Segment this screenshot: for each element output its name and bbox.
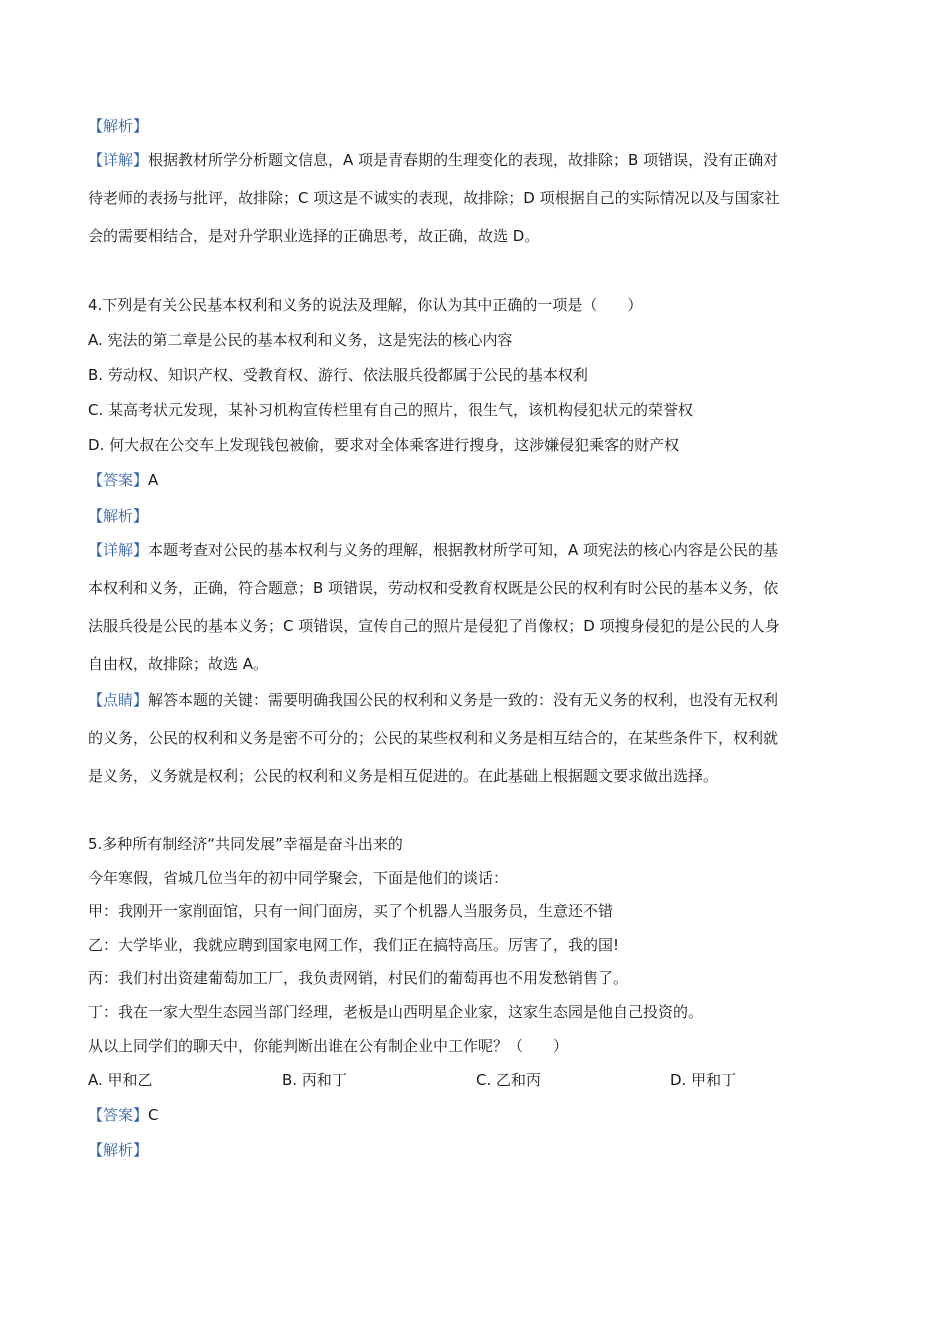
q4-stem: 4.下列是有关公民基本权利和义务的说法及理解，你认为其中正确的一项是（ ） [88,296,643,314]
q4-comment-tag: 【点睛】 [88,691,149,709]
q4-answer [88,470,868,490]
q5-option-d: D. 甲和丁 [670,1071,737,1089]
q4-analysis-tag: 【解析】 [88,507,149,525]
q4-option-a: A. 宪法的第二章是公民的基本权利和义务，这是宪法的核心内容 [88,331,513,349]
q3-detail-tag: 【详解】 [88,151,149,169]
q5-dialogue-bing: 丙：我们村出资建葡萄加工厂，我负责网销，村民们的葡萄再也不用发愁销售了。 [88,969,629,987]
q4-comment-line-1: 【点睛】解答本题的关键：需要明确我国公民的权利和义务是一致的：没有无义务的权利，也没有无权利 [88,691,779,709]
q4-detail-line-2: 本权利和义务，正确，符合题意；B 项错误，劳动权和受教育权既是公民的权利有时公民的基本义务，依 [88,579,779,597]
q4-detail-tag: 【详解】 [88,541,149,559]
q3-detail-line-1: 【详解】根据教材所学分析题文信息，A 项是青春期的生理变化的表现，故排除；B 项错误，没有正确对 [88,151,779,169]
q5-question: 从以上同学们的聊天中，你能判断出谁在公有制企业中工作呢？（ ） [88,1037,569,1055]
q5-dialogue-yi: 乙：大学毕业，我就应聘到国家电网工作，我们正在搞特高压。厉害了，我的国! [88,936,620,954]
q4-detail-line-1: 【详解】本题考查对公民的基本权利与义务的理解，根据教材所学可知，A 项宪法的核心内容是公民的基 [88,541,779,559]
q5-option-c: C. 乙和丙 [476,1071,542,1089]
q5-answer [88,1105,868,1125]
q3-detail-line-2: 待老师的表扬与批评，故排除；C 项这是不诚实的表现，故排除；D 项根据自己的实际情况以及与国家社 [88,189,780,207]
q4-option-c: C. 某高考状元发现，某补习机构宣传栏里有自己的照片，很生气，该机构侵犯状元的荣誉权 [88,401,694,419]
q3-analysis-tag: 【解析】 [88,117,149,135]
q5-stem: 5.多种所有制经济“共同发展”幸福是奋斗出来的 [88,835,403,853]
q5-option-b: B. 丙和丁 [282,1071,347,1089]
q4-answer-tag: 【答案】 [88,471,149,489]
q5-option-a: A. 甲和乙 [88,1071,153,1089]
q4-detail-line-3: 法服兵役是公民的基本义务；C 项错误，宣传自己的照片是侵犯了肖像权；D 项搜身侵犯的是公民的人身 [88,617,780,635]
q5-answer-tag: 【答案】 [88,1106,149,1124]
q3-detail-line-3: 会的需要相结合，是对升学职业选择的正确思考，故正确，故选 D。 [88,227,540,245]
q5-intro: 今年寒假，省城几位当年的初中同学聚会，下面是他们的谈话： [88,869,509,887]
q5-answer-value: C [148,1106,159,1124]
q4-option-d: D. 何大叔在公交车上发现钱包被偷，要求对全体乘客进行搜身，这涉嫌侵犯乘客的财产权 [88,436,680,454]
q4-option-b: B. 劳动权、知识产权、受教育权、游行、依法服兵役都属于公民的基本权利 [88,366,588,384]
q4-detail-line-4: 自由权，故排除；故选 A。 [88,655,269,673]
q4-answer-value: A [148,471,159,489]
q5-analysis-tag: 【解析】 [88,1141,149,1159]
q5-dialogue-jia: 甲：我刚开一家削面馆，只有一间门面房，买了个机器人当服务员，生意还不错 [88,902,614,920]
q4-comment-line-2: 的义务，公民的权利和义务是密不可分的；公民的某些权利和义务是相互结合的，在某些条件下，权利就 [88,729,779,747]
q5-dialogue-ding: 丁：我在一家大型生态园当部门经理，老板是山西明星企业家，这家生态园是他自己投资的。 [88,1003,704,1021]
q4-comment-line-3: 是义务，义务就是权利；公民的权利和义务是相互促进的。在此基础上根据题文要求做出选择。 [88,767,719,785]
